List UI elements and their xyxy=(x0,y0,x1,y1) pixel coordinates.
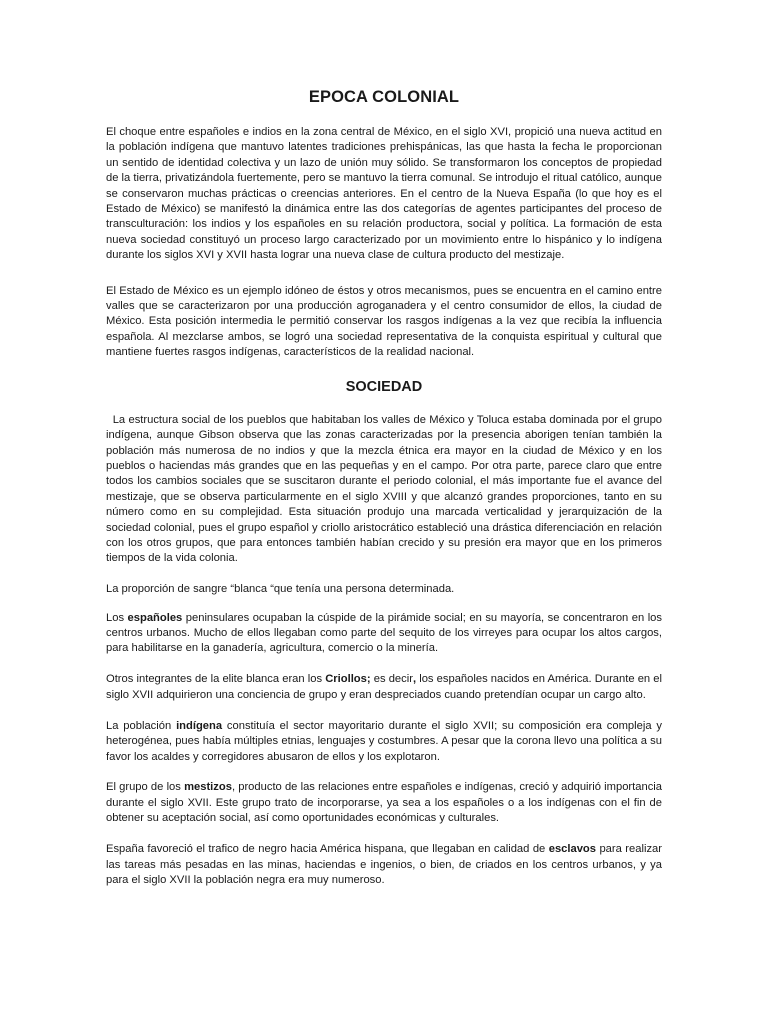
intro-paragraph-2: El Estado de México es un ejemplo idóneo de éstos y otros mecanismos, pues se encuentra en el camino entre valles que se caracterizaron por una producción agroganadera y el centro consumidor de ellos, la ciudad de México. Esta posición intermedia le permitió conservar los rasgos indígenas a la vez que recibía la influencia española. Al mezclarse ambos, se logró una sociedad representativa de la conquista espiritual y cultural que mantiene fuertes rasgos indígenas, característicos de la realidad nacional. xyxy=(106,284,662,359)
section-title-sociedad: SOCIEDAD xyxy=(345,378,423,395)
espanoles-bold-term: españoles xyxy=(127,611,183,624)
sangre-paragraph: La proporción de sangre “blanca “que tenía una persona determinada. xyxy=(106,583,455,596)
esclavos-bold-term: esclavos xyxy=(548,843,596,856)
criollos-text-before: Otros integrantes de la elite blanca eran los xyxy=(106,673,326,686)
indigena-text-before: La población xyxy=(106,719,177,732)
criollos-text-middle: es decir xyxy=(370,673,413,686)
esclavos-text-before: España favoreció el trafico de negro hacia América hispana, que llegaban en calidad de xyxy=(106,843,549,856)
mestizos-text-after: , producto de las relaciones entre españoles e indígenas, creció y adquirió importancia durante el siglo XVII. Este grupo trato de incorporarse, ya sea a los españoles o a los indígenas con el fin de obtener su aceptación social, así como oportunidades económicas y culturales. xyxy=(106,781,662,825)
indigena-text-after: constituía el sector mayoritario durante el siglo XVII; su composición era compleja y heterogénea, pues había múltiples etnias, lenguajes y costumbres. A pesar que la corona llevo una política a su favor los acaldes y corregidores abusaron de ellos y los explotaron. xyxy=(106,719,662,763)
mestizos-text-before: El grupo de los xyxy=(106,781,185,794)
intro-paragraph-1: El choque entre españoles e indios en la zona central de México, en el siglo XVI, propició una nueva actitud en la población indígena que mantuvo latentes tradiciones prehispánicas, las que hasta la fecha le proporcionan un sentido de identidad colectiva y un lazo de unión muy sólido. Se transformaron los conceptos de propiedad de la tierra, privatizándola fuertemente, pero se mantuvo la tierra comunal. Se introdujo el ritual católico, aunque se conservaron muchas prácticas o creencias anteriores. En el centro de la Nueva España (lo que hoy es el Estado de México) se manifestó la dinámica entre las dos categorías de agentes participantes del proceso de transculturación: los indios y los españoles en su relación productora, social y política. La formación de esta nueva sociedad constituyó un proceso largo caracterizado por un movimiento entre lo hispánico y lo indígena durante los siglos XVI y XVII hasta lograr una nueva clase de cultura producto del mestizaje. xyxy=(106,126,662,262)
esclavos-paragraph xyxy=(106,842,662,888)
mestizos-paragraph xyxy=(106,780,662,826)
indigena-bold-term: indígena xyxy=(176,719,223,732)
sociedad-paragraph: La estructura social de los pueblos que habitaban los valles de México y Toluca estaba dominada por el grupo indígena, aunque Gibson observa que las zonas caracterizadas por la presencia aborigen tenían también la población más numerosa de no indios y que la mezcla étnica era mayor en la ciudad de México y en los pueblos o haciendas más grandes que en las pequeñas y en el campo. Por otra parte, parece claro que entre todos los cambios sociales que se suscitaron durante el periodo colonial, el más importante fue el avance del mestizaje, que se observa particularmente en el siglo XVIII y que alcanzó grandes proporciones, tanto en su número como en su complejidad. Esta situación produjo una marcada verticalidad y jerarquización de la sociedad colonial, pues el grupo español y criollo aristocrático estableció una drástica diferenciación en relación con los otros grupos, que para entonces también habían crecido y su presión era mayor que en los primeros tiempos de la vida colonia. xyxy=(106,413,666,565)
criollos-bold-term: Criollos; xyxy=(325,673,371,686)
document-page xyxy=(106,84,666,904)
page-title: EPOCA COLONIAL xyxy=(308,88,460,106)
indigena-paragraph xyxy=(106,719,662,765)
espanoles-text-after: peninsulares ocupaban la cúspide de la pirámide social; en su mayoría, se concentraron en los centros urbanos. Mucho de ellos llegaban como parte del sequito de los virreyes para ocupar los altos cargos, para habilitarse en la ganadería, agricultura, comercio o la minería. xyxy=(106,611,662,655)
espanoles-paragraph xyxy=(106,611,662,657)
criollos-paragraph xyxy=(106,672,662,703)
mestizos-bold-term: mestizos xyxy=(184,781,232,794)
esclavos-text-after: para realizar las tareas más pesadas en las minas, haciendas e ingenios, o bien, de criados en los centros urbanos, y ya para el siglo XVII la población negra era muy numeroso. xyxy=(106,843,662,886)
criollos-bold-comma: , xyxy=(412,673,417,686)
criollos-text-after: los españoles nacidos en América. Durante en el siglo XVII adquirieron una conciencia de grupo y eran despreciados cuando pretendían ocupar un cargo alto. xyxy=(106,673,663,701)
espanoles-text-before: Los xyxy=(106,611,128,624)
